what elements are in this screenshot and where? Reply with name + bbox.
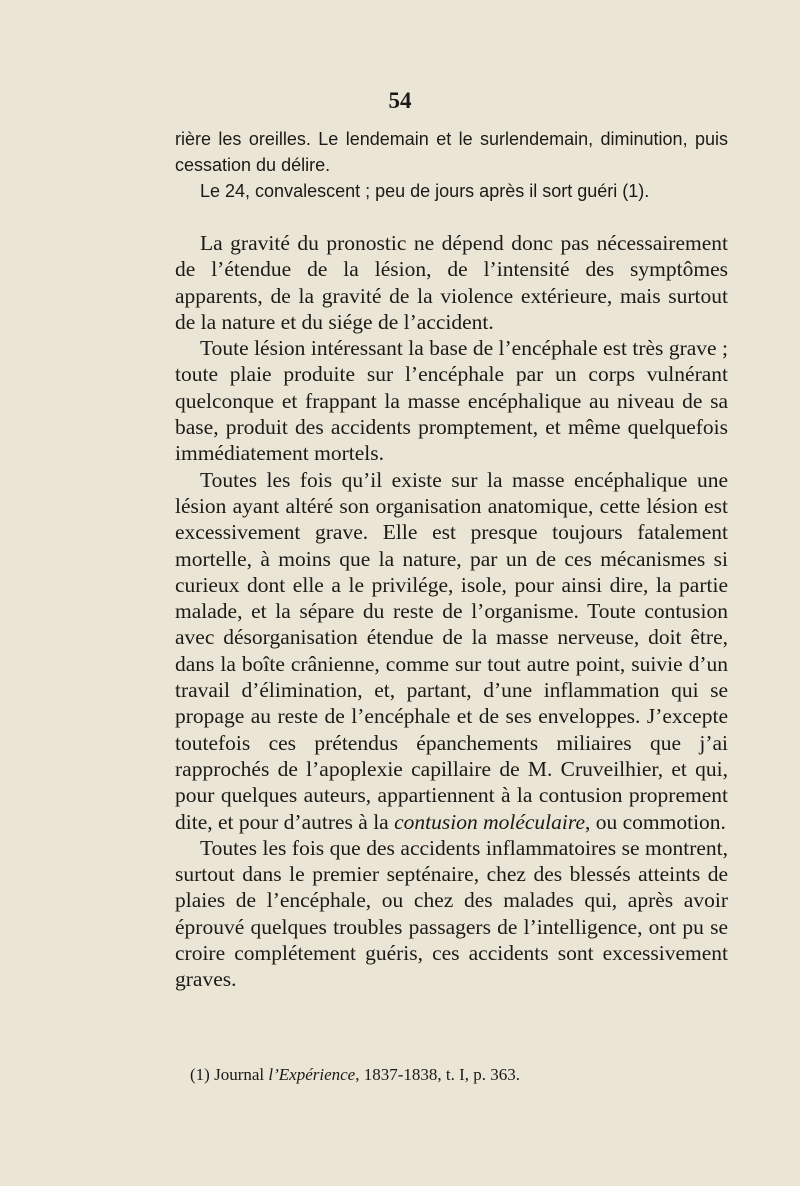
paragraph-text: , ou commotion.	[585, 809, 726, 834]
footnote-prefix: Journal	[214, 1065, 269, 1084]
page-number: 54	[388, 88, 412, 113]
paragraph-base-lesion: Toute lésion intéressant la base de l’encéphale est très grave ; toute plaie produite sur l’encéphale par un corps vulnérant quelconque et frappant la masse encéphalique au niveau de sa base, produit des accidents promptement, et même quelquefois immédiatement mortels.	[175, 336, 728, 466]
case-note-line: Le 24, convalescent ; peu de jours après il sort guéri (1).	[200, 181, 650, 201]
italic-term: contusion moléculaire	[394, 809, 585, 834]
paragraph-text: Toutes les fois qu’il existe sur la masse encéphalique une lésion ayant altéré son organisation anatomique, cette lésion est excessivement grave. Elle est presque toujours fatalement mortelle, à moins que la nature, par un de ces mécanismes si curieux dont elle a le privilége, isole, pour ainsi dire, la partie malade, et la sépare du reste de l’organisme. Toute contusion avec désorganisation étendue de la masse nerveuse, doit être, dans la boîte crânienne, comme sur tout autre point, suivie d’un travail d’élimination, et, partant, d’une inflammation qui se propage au reste de l’encéphale et de ses enveloppes. J’excepte toutefois ces prétendus épanchements miliaires que j’ai rapprochés de l’apoplexie capillaire de M. Cruveilhier, et qui, pour quelques auteurs, appartiennent à la contusion proprement dite, et pour d’autres à la	[175, 467, 728, 834]
main-text	[175, 230, 728, 993]
footnote-title: l’Expérience	[268, 1065, 356, 1084]
paragraph-organisation-lesion	[175, 467, 728, 835]
case-note-block	[175, 126, 728, 204]
footnote	[190, 1063, 730, 1087]
paragraph-inflammatory-accidents: Toutes les fois que des accidents inflammatoires se montrent, surtout dans le premier septénaire, chez des blessés atteints de plaies de l’encéphale, ou chez des malades qui, après avoir éprouvé quelques troubles passagers de l’intelligence, ont pu se croire complétement guéris, ces accidents sont excessivement graves.	[175, 835, 728, 992]
footnote-marker: (1)	[190, 1065, 210, 1084]
paragraph-prognosis: La gravité du pronostic ne dépend donc pas nécessairement de l’étendue de la lésion, de l’intensité des symptômes apparents, de la gravité de la violence extérieure, mais surtout de la nature et du siége de l’accident.	[175, 231, 728, 334]
case-note-line: rière les oreilles. Le lendemain et le surlendemain, diminution, puis cessation du délire.	[175, 129, 728, 175]
footnote-suffix: , 1837-1838, t. I, p. 363.	[355, 1065, 521, 1084]
